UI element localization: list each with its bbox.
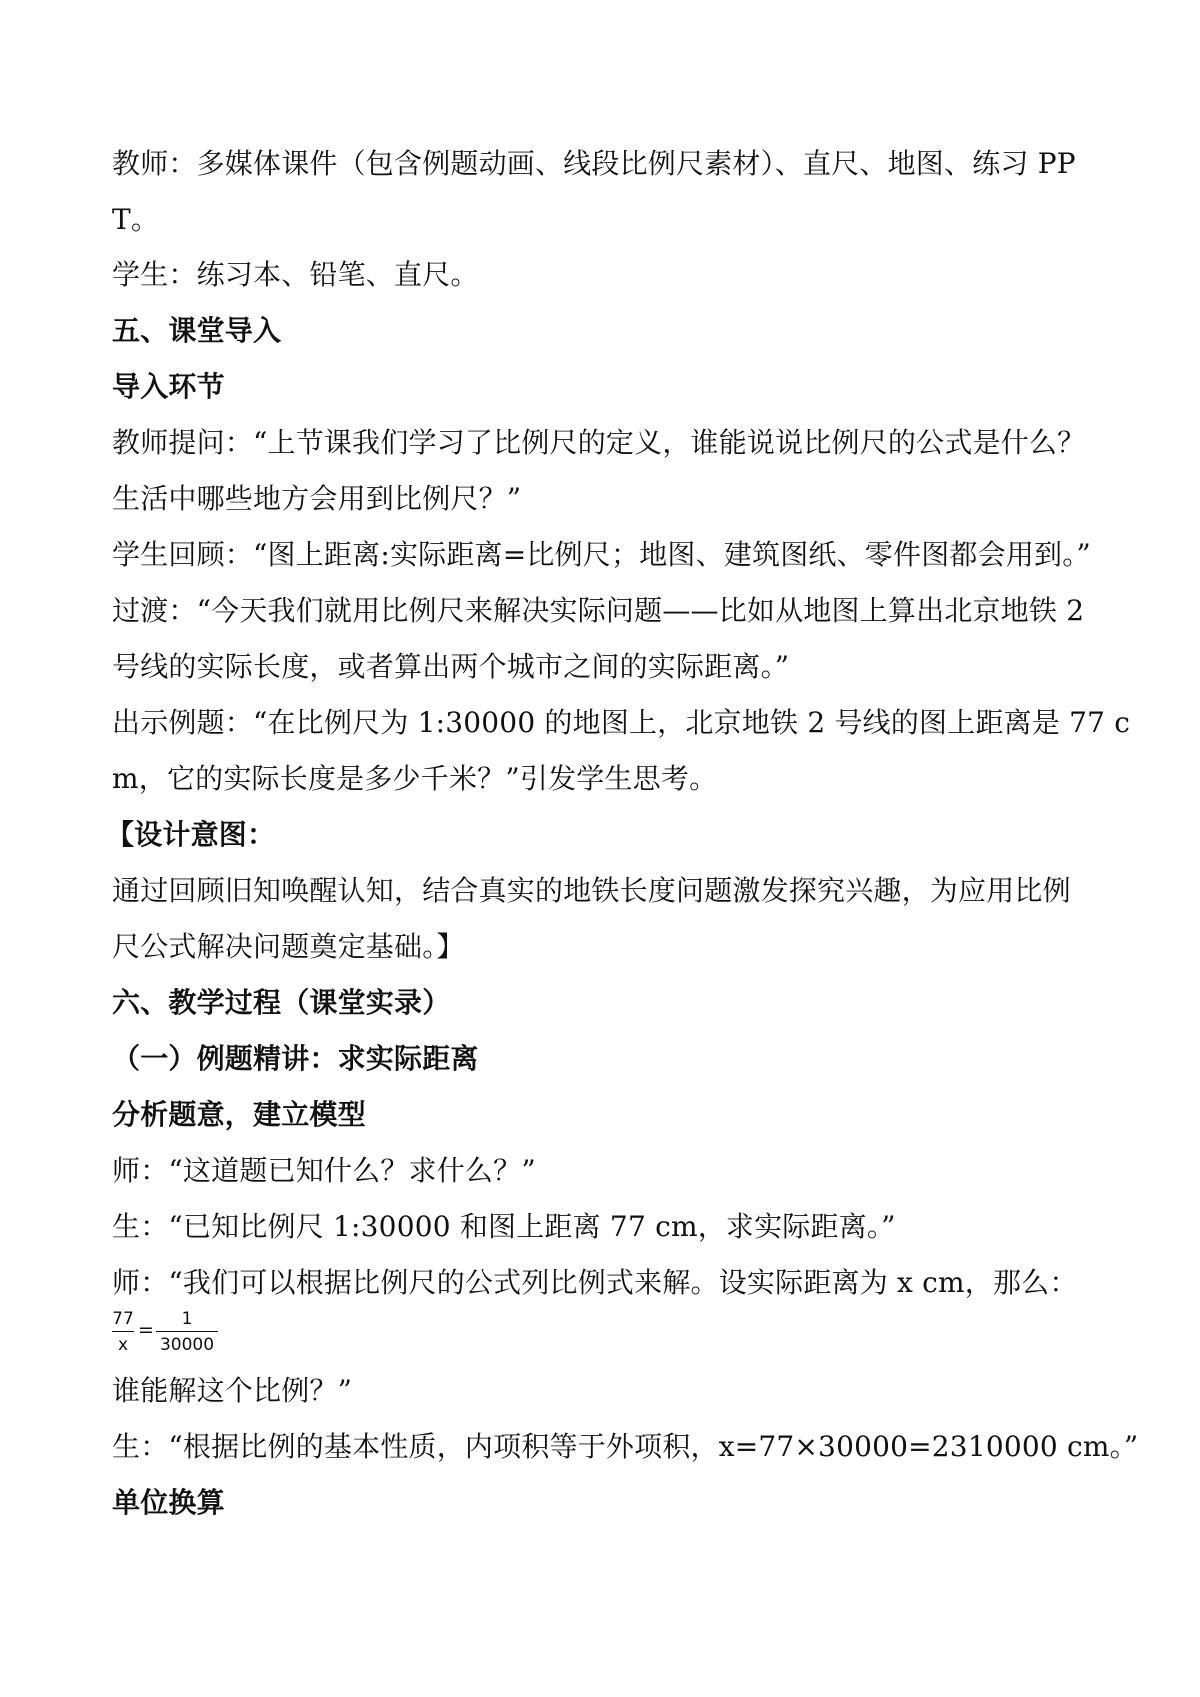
teacher-dialogue-1: 师：“这道题已知什么？求什么？” [112, 1154, 536, 1187]
transition-line: 过渡：“今天我们就用比例尺来解决实际问题——比如从地图上算出北京地铁 2 [112, 594, 1085, 627]
left-denominator: x [117, 1335, 129, 1355]
proportion-equation [112, 1308, 312, 1356]
design-intent-label: 【设计意图： [106, 818, 276, 851]
equals-sign: = [138, 1319, 154, 1341]
section-heading-process: 六、教学过程（课堂实录） [112, 986, 451, 1019]
right-fraction [156, 1308, 218, 1356]
section-heading-intro: 五、课堂导入 [112, 314, 282, 347]
student-dialogue-2: 生：“根据比例的基本性质，内项积等于外项积，x=77×30000=2310000 cm。” [112, 1430, 1139, 1463]
subheading-unit-conversion: 单位换算 [112, 1486, 225, 1519]
left-fraction [112, 1308, 134, 1356]
teacher-question-line: 教师提问：“上节课我们学习了比例尺的定义，谁能说说比例尺的公式是什么？ [112, 426, 1086, 459]
subheading-analysis: 分析题意，建立模型 [112, 1098, 366, 1131]
student-review-line: 学生回顾：“图上距离:实际距离=比例尺；地图、建筑图纸、零件图都会用到。” [112, 538, 1091, 571]
design-intent-text-cont: 尺公式解决问题奠定基础。】 [112, 930, 465, 963]
right-numerator: 1 [181, 1309, 193, 1329]
right-denominator: 30000 [159, 1335, 215, 1355]
left-numerator: 77 [112, 1309, 134, 1329]
teacher-dialogue-2: 师：“我们可以根据比例尺的公式列比例式来解。设实际距离为 x cm，那么： [112, 1266, 1078, 1299]
example-question-line-cont: m，它的实际长度是多少千米？”引发学生思考。 [112, 762, 718, 795]
student-materials-line: 学生：练习本、铅笔、直尺。 [112, 258, 479, 291]
example-question-line: 出示例题：“在比例尺为 1:30000 的地图上，北京地铁 2 号线的图上距离是 77 c [112, 706, 1131, 739]
transition-line-cont: 号线的实际长度，或者算出两个城市之间的实际距离。” [112, 650, 790, 683]
teacher-question-line-cont: 生活中哪些地方会用到比例尺？” [112, 482, 522, 515]
subheading-intro-step: 导入环节 [112, 370, 225, 403]
subheading-example: （一）例题精讲：求实际距离 [112, 1042, 479, 1075]
teacher-dialogue-2-cont: 谁能解这个比例？” [112, 1374, 353, 1407]
student-dialogue-1: 生：“已知比例尺 1:30000 和图上距离 77 cm，求实际距离。” [112, 1210, 896, 1243]
teacher-materials-line-cont: T。 [112, 203, 160, 236]
right-fraction-bar [156, 1331, 218, 1332]
design-intent-text: 通过回顾旧知唤醒认知，结合真实的地铁长度问题激发探究兴趣，为应用比例 [112, 874, 1071, 907]
left-fraction-bar [112, 1331, 134, 1332]
teacher-materials-line: 教师：多媒体课件（包含例题动画、线段比例尺素材）、直尺、地图、练习 PP [112, 147, 1076, 180]
